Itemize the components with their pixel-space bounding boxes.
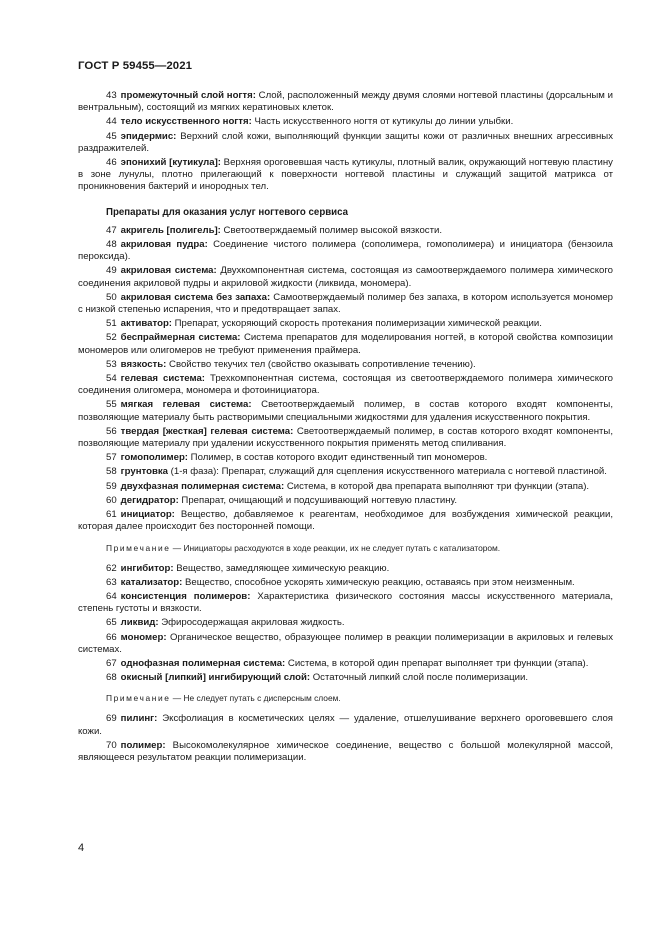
term-name: катализатор:: [120, 576, 183, 588]
term-number: 70: [106, 739, 117, 751]
term-name: дегидратор:: [120, 494, 179, 506]
term-definition: Полимер, в состав которого входит единственный тип мономеров.: [188, 452, 488, 464]
term-definition: Самоотверждаемый полимер без запаха, в котором используется мономер с низкой степенью испарения, что и предотвращает запах.: [78, 291, 613, 316]
term-definition: Двухкомпонентная система, состоящая из самоотверждаемого полимера химического соединения акриловой пудры и акриловой жидкости (ликвида, мономера).: [78, 265, 613, 289]
term-number: 53: [106, 358, 117, 370]
page-number: 4: [78, 842, 85, 854]
term-definition: Эфиросодержащая акриловая жидкость.: [158, 617, 345, 629]
term-name: эпонихий [кутикула]:: [120, 157, 221, 169]
term-number: 43: [106, 90, 117, 101]
term-number: 60: [106, 494, 117, 506]
note-text: — Не следует путать с дисперсным слоем.: [170, 693, 341, 704]
term-entry: [78, 265, 613, 289]
term-number: 59: [106, 480, 117, 492]
term-entry: [78, 359, 613, 371]
term-number: 54: [106, 373, 117, 385]
term-name: мономер:: [120, 631, 167, 643]
term-number: 69: [106, 713, 117, 725]
note-label: Примечание: [106, 542, 171, 553]
note-2: [78, 693, 613, 704]
term-definition: Эксфолиация в косметических целях — удаление, отшелушивание верхнего ороговевшего слоя кожи.: [78, 713, 613, 737]
term-name: грунтовка: [120, 466, 168, 478]
term-entry: [78, 591, 613, 615]
term-entry: [78, 509, 613, 533]
term-entry: [78, 373, 613, 397]
term-definition: Система препаратов для моделирования ногтей, в которой свойства композиции мономеров или олигомеров не требуют применения праймера.: [78, 332, 613, 356]
term-name: акриловая пудра:: [120, 239, 208, 251]
term-name: твердая [жесткая] гелевая система:: [120, 425, 294, 437]
term-entry: [78, 318, 613, 330]
term-entry: [78, 658, 613, 670]
term-name: двухфазная полимерная система:: [120, 480, 285, 492]
term-entry: [78, 426, 613, 450]
term-entry: [78, 131, 613, 155]
term-entry: [78, 713, 613, 737]
term-name: консистенция полимеров:: [120, 590, 251, 602]
term-entry: [78, 452, 613, 464]
note-label: Примечание: [106, 693, 171, 704]
term-name: гелевая система:: [120, 373, 205, 385]
term-name: вязкость:: [120, 358, 167, 370]
note-1: [78, 543, 613, 554]
term-name: акриловая система:: [120, 265, 217, 277]
term-entry: [78, 495, 613, 507]
term-number: 52: [106, 332, 117, 344]
term-entry: [78, 90, 613, 114]
term-name: тело искусственного ногтя:: [120, 116, 252, 128]
term-name: ликвид:: [120, 617, 159, 629]
term-name: однофазная полимерная система:: [120, 657, 286, 669]
term-entry: [78, 740, 613, 764]
term-number: 44: [106, 116, 117, 128]
term-entry: [78, 292, 613, 316]
term-entry: [78, 225, 613, 237]
term-entry: [78, 157, 613, 194]
term-number: 63: [106, 576, 117, 588]
term-number: 55: [106, 399, 117, 411]
term-entry: [78, 577, 613, 589]
term-definition: Свойство текучих тел (свойство оказывать сопротивление течению).: [166, 358, 476, 370]
term-number: 56: [106, 425, 117, 437]
term-name: гомополимер:: [120, 452, 189, 464]
term-name: эпидермис:: [120, 130, 177, 142]
term-number: 50: [106, 291, 117, 303]
terms-group-c: [78, 563, 613, 685]
term-entry: [78, 399, 613, 423]
term-definition: Система, в которой один препарат выполняет три функции (этапа).: [285, 657, 589, 669]
term-number: 58: [106, 466, 117, 478]
term-name: промежуточный слой ногтя:: [120, 90, 256, 101]
term-number: 64: [106, 590, 117, 602]
term-number: 62: [106, 562, 117, 574]
terms-group-d: [78, 713, 613, 764]
term-name: акриловая система без запаха:: [120, 291, 271, 303]
term-entry: [78, 116, 613, 128]
term-entry: [78, 617, 613, 629]
section-heading: Препараты для оказания услуг ногтевого сервиса: [106, 206, 349, 218]
term-definition: Характеристика физического состояния массы искусственного материала, степень густоты и вязкости.: [78, 590, 613, 615]
term-name: окисный [липкий] ингибирующий слой:: [120, 672, 311, 684]
term-number: 68: [106, 672, 117, 684]
term-entry: [78, 332, 613, 356]
term-definition: Органическое вещество, образующее полимер в реакции полимеризации в акриловых и гелевых системах.: [78, 631, 613, 655]
term-definition: Часть искусственного ногтя от кутикулы до линии улыбки.: [251, 116, 514, 128]
term-definition: Остаточный липкий слой после полимеризации.: [310, 672, 529, 684]
term-number: 51: [106, 318, 117, 330]
term-entry: [78, 672, 613, 684]
term-name: беспраймерная система:: [120, 332, 241, 344]
term-name: пилинг:: [120, 713, 158, 725]
term-entry: [78, 481, 613, 493]
term-name: полимер:: [120, 739, 166, 751]
term-number: 66: [106, 631, 117, 643]
term-definition: Трехкомпонентная система, состоящая из светоотверждаемого полимера химического соединения олигомера, мономера и фотоинициатора.: [78, 373, 613, 397]
page-content: [78, 90, 613, 766]
term-number: 65: [106, 617, 117, 629]
term-entry: [78, 632, 613, 656]
term-number: 48: [106, 239, 117, 251]
term-definition: Верхняя ороговевшая часть кутикулы, плотный валик, окружающий ногтевую пластину в зоне лунулы, плотно прилегающий к поверхности ногтевой пластины и служащий защитой матрикса от проникновения бактерий и инородных тел.: [78, 157, 613, 193]
term-definition: Препарат, очищающий и подсушивающий ногтевую пластину.: [178, 494, 457, 506]
term-definition: Система, в которой два препарата выполняют три функции (этапа).: [284, 480, 590, 492]
term-definition: Вещество, способное ускорять химическую реакцию, оставаясь при этом неизменным.: [182, 576, 575, 588]
term-number: 67: [106, 657, 117, 669]
term-number: 49: [106, 265, 117, 277]
term-name: инициатор:: [120, 509, 175, 521]
term-number: 46: [106, 157, 117, 169]
term-definition: Препарат, ускоряющий скорость протекания полимеризации химической реакции.: [172, 318, 542, 330]
term-name: мягкая гелевая система:: [120, 399, 252, 411]
term-definition: Высокомолекулярное химическое соединение, вещество с большой молекулярной массой, являющееся результатом реакции полимеризации.: [78, 739, 613, 763]
term-entry: [78, 466, 613, 478]
term-name: ингибитор:: [120, 562, 174, 574]
term-number: 45: [106, 130, 117, 142]
term-definition: Слой, расположенный между двумя слоями ногтевой пластины (дорсальным и вентральным), состоящий из мягких кератиновых клеток.: [78, 90, 613, 114]
term-definition: Вещество, замедляющее химическую реакцию.: [173, 562, 390, 574]
term-entry: [78, 563, 613, 575]
term-name: активатор:: [120, 318, 172, 330]
term-definition: Соединение чистого полимера (сополимера, гомополимера) и инициатора (бензоила пероксида).: [78, 239, 613, 263]
term-definition: Вещество, добавляемое к реагентам, необходимое для возбуждения химической реакции, которая далее происходит без посторонней помощи.: [78, 509, 613, 533]
term-entry: [78, 239, 613, 263]
term-definition: Светоотверждаемый полимер, в состав которого входят компоненты, позволяющие материалу быть растворимыми специальными жидкостями для удаления искусственного покрытия.: [78, 399, 613, 423]
standard-header: ГОСТ Р 59455—2021: [78, 60, 193, 72]
term-definition: Светоотверждаемый полимер, в состав которого входят компоненты, позволяющие материалу при удалении искусственного покрытия применять метод спиливания.: [78, 425, 613, 450]
term-number: 47: [106, 224, 117, 236]
terms-group-b: [78, 225, 613, 534]
term-number: 57: [106, 452, 117, 464]
term-name: акригель [полигель]:: [120, 224, 221, 236]
term-definition: (1-я фаза): Препарат, служащий для сцепления искусственного материала с ногтевой пластиной.: [168, 466, 607, 478]
term-definition: Верхний слой кожи, выполняющий функции защиты кожи от различных внешних агрессивных раздражителей.: [78, 130, 613, 154]
term-definition: Светоотверждаемый полимер высокой вязкости.: [220, 224, 443, 236]
term-number: 61: [106, 509, 117, 521]
note-text: — Инициаторы расходуются в ходе реакции, их не следует путать с катализатором.: [170, 542, 501, 553]
terms-group-a: [78, 90, 613, 194]
